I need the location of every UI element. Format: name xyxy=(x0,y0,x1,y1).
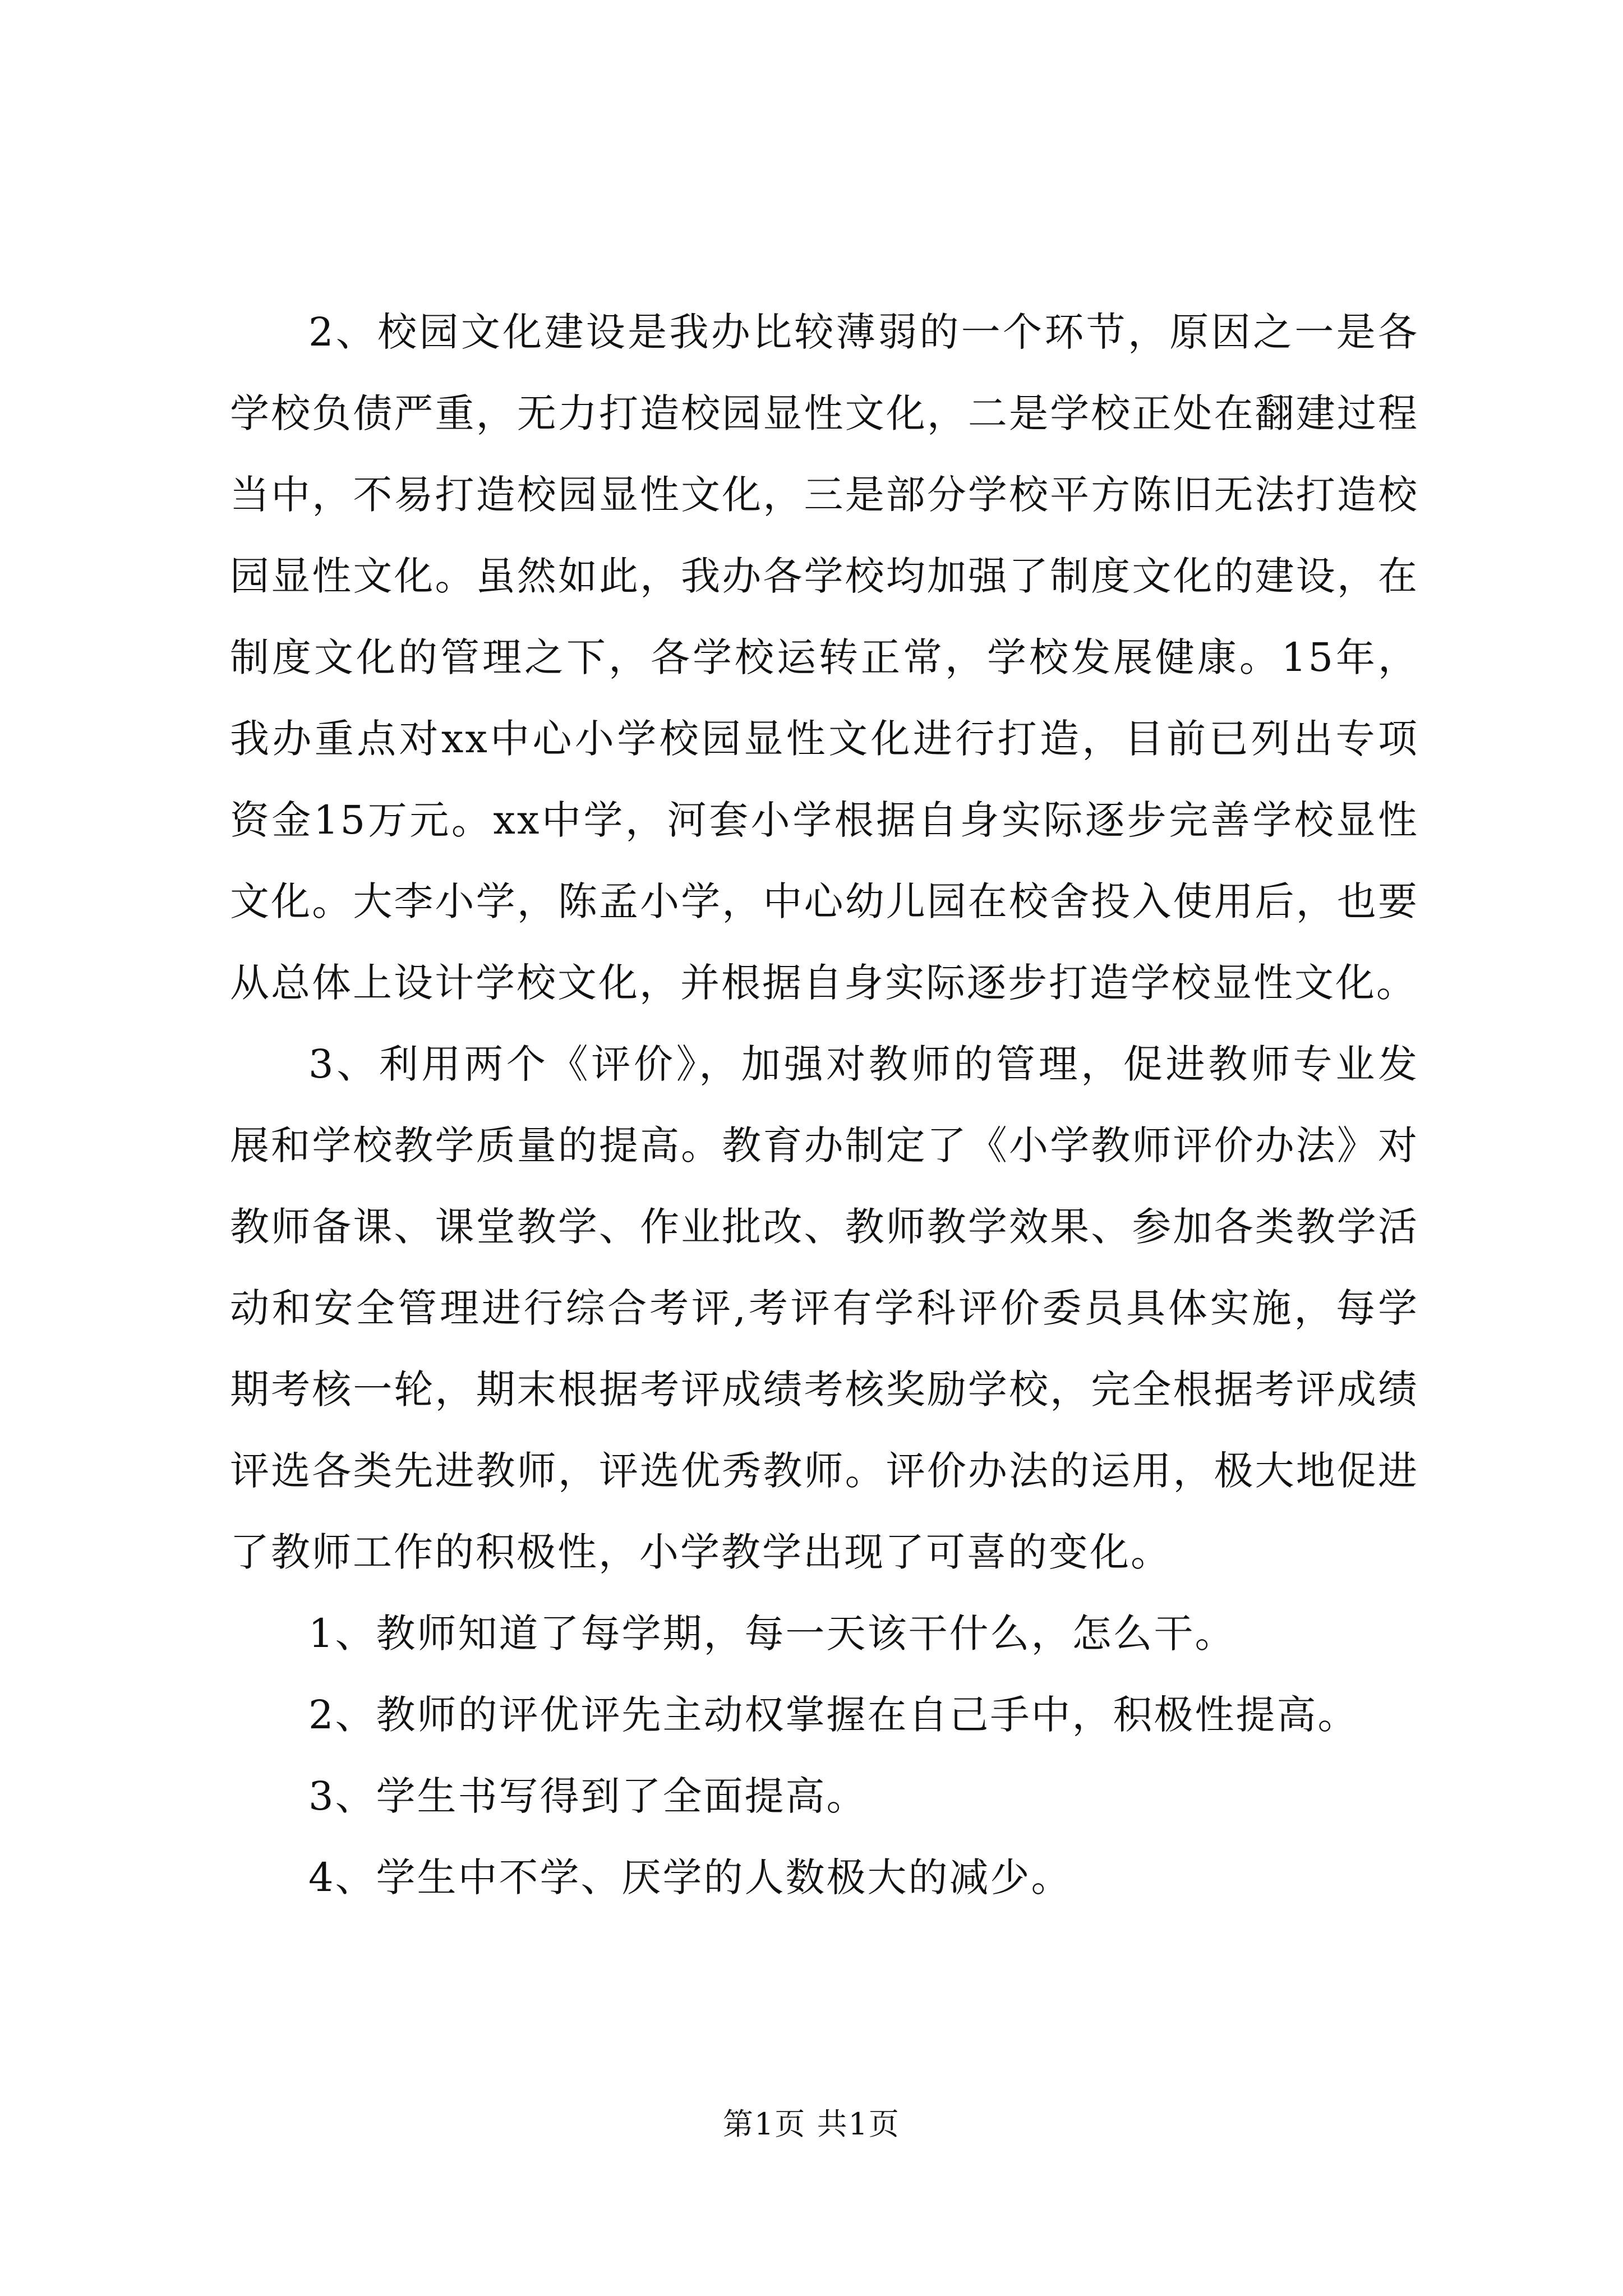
list-item-1: 1、教师知道了每学期，每一天该干什么，怎么干。 xyxy=(308,1611,1236,1657)
document-body xyxy=(230,292,1419,1918)
list-item-4: 4、学生中不学、厌学的人数极大的减少。 xyxy=(308,1855,1072,1901)
page-footer: 第1页 共1页 xyxy=(723,2106,900,2142)
paragraph-campus-culture: 2、校园文化建设是我办比较薄弱的一个环节，原因之一是各学校负债严重，无力打造校园显性文化，二是学校正处在翻建过程当中，不易打造校园显性文化，三是部分学校平方陈旧无法打造校园显性文化。虽然如此，我办各学校均加强了制度文化的建设，在制度文化的管理之下，各学校运转正常，学校发展健康。15年，我办重点对xx中心小学校园显性文化进行打造，目前已列出专项资金15万元。xx中学，河套小学根据自身实际逐步完善学校显性文化。大李小学，陈孟小学，中心幼儿园在校舍投入使用后，也要从总体上设计学校文化，并根据自身实际逐步打造学校显性文化。 xyxy=(230,309,1419,1006)
paragraph-teacher-evaluation: 3、利用两个《评价》，加强对教师的管理，促进教师专业发展和学校教学质量的提高。教育办制定了《小学教师评价办法》对教师备课、课堂教学、作业批改、教师教学效果、参加各类教学活动和安全管理进行综合考评,考评有学科评价委员具体实施，每学期考核一轮，期末根据考评成绩考核奖励学校，完全根据考评成绩评选各类先进教师，评选优秀教师。评价办法的运用，极大地促进了教师工作的积极性，小学教学出现了可喜的变化。 xyxy=(230,1041,1419,1575)
list-item-3: 3、学生书写得到了全面提高。 xyxy=(308,1773,868,1819)
list-item-2: 2、教师的评优评先主动权掌握在自己手中，积极性提高。 xyxy=(308,1692,1359,1738)
